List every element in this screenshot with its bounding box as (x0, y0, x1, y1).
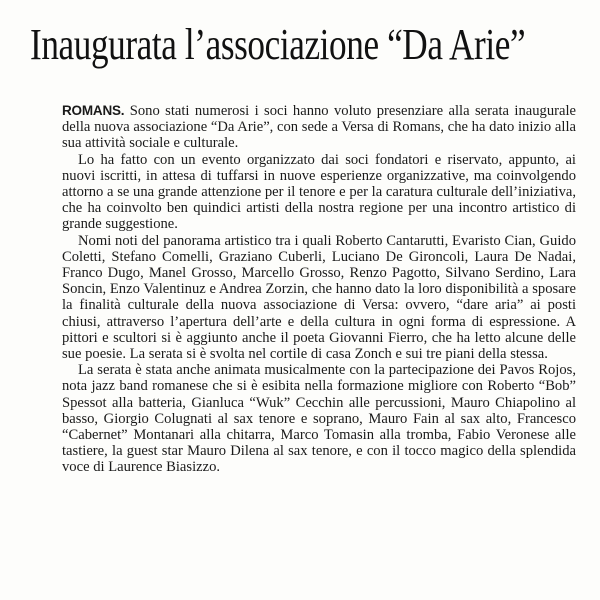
article-paragraph-4: La serata è stata anche animata musicalmente con la partecipazione dei Pavos Rojos, nota jazz band romanese che si è esibita nella formazione migliore con Roberto “Bob” Spessot alla batteria, Gianluca “Wuk” Cecchin alle percussioni, Mauro Chiapolino al basso, Giorgio Colugnati al sax tenore e soprano, Mauro Fain al sax alto, Francesco “Cabernet” Montanari alla chitarra, Marco Tomasin alla tromba, Fabio Veronese alle tastiere, la guest star Mauro Dilena al sax tenore, e con il tocco magico della splendida voce di Laurence Biasizzo. (62, 362, 576, 476)
article-paragraph-2: Lo ha fatto con un evento organizzato dai soci fondatori e riservato, appunto, ai nuovi iscritti, in attesa di tuffarsi in nuove esperienze organizzative, ma coinvolgendo attorno a se una grande attenzione per il tenore e per la caratura culturale dell’iniziativa, che ha coinvolto ben quindici artisti della nostra regione per una incontro artistico di grande suggestione. (62, 151, 576, 233)
article-headline: Inaugurata l’associazione “Da Arie” (30, 20, 526, 69)
article-paragraph-3: Nomi noti del panorama artistico tra i quali Roberto Cantarutti, Evaristo Cian, Guido Coletti, Stefano Comelli, Graziano Cuberli, Luciano De Gironcoli, Laura De Nadai, Franco Dugo, Manel Grosso, Marcello Grosso, Renzo Pagotto, Silvano Serdino, Lara Soncin, Enzo Valentinuz e Andrea Zorzin, che hanno dato la loro disponibilità a sposare la finalità culturale della nuova associazione di Versa: ovvero, “dare aria” ai posti chiusi, attraverso l’apertura dell’arte e della cultura in ogni forma di espressione. A pittori e scultori si è aggiunto anche il poeta Giovanni Fierro, che ha letto alcune delle sue poesie. La serata si è svolta nel cortile di casa Zonch e sui tre piani della stessa. (62, 232, 576, 363)
article-dateline: ROMANS. (62, 103, 125, 118)
article-body (62, 103, 576, 476)
article-paragraph-1 (62, 103, 576, 152)
paragraph-1-text: Sono stati numerosi i soci hanno voluto presenziare alla serata inaugurale della nuova associazione “Da Arie”, con sede a Versa di Romans, che ha dato inizio alla sua attività sociale e culturale. (62, 103, 576, 152)
